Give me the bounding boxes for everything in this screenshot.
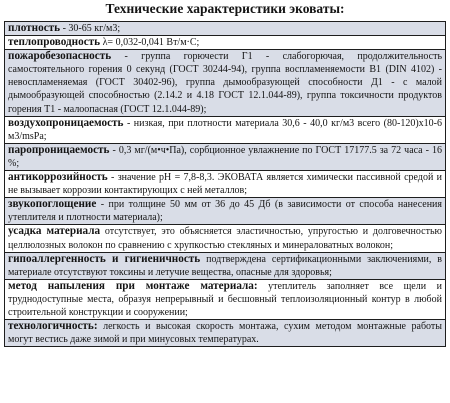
spec-row-vapor-permeability — [5, 143, 446, 170]
spec-term: паропроницаемость — [8, 143, 110, 156]
spec-text: - группа горючести Г1 - слабогорючая, продолжительность самостоятельного горения 0 секунд (ГОСТ 30244-94), группа воспламеняемости В1 (DIN 4102) - невоспламеняемая (ГОСТ 30402-96), группа дымообразующей способности Д1 - с малой дымообразующей способностью (2.14.2 и 4.18 ГОСТ 12.1.044-89), группа токсичности продуктов горения Т1 - малоопасная (ГОСТ 12.1.044-89); — [8, 51, 442, 115]
spec-row-spray-method — [5, 279, 446, 319]
spec-term: метод напыления при монтаже материала: — [8, 279, 258, 292]
spec-row-fire-safety — [5, 50, 446, 116]
spec-text: λ= 0,032-0,041 Вт/м·С; — [100, 37, 200, 49]
spec-text: отсутствует, это объясняется эластичностью, упругостью и долговечностью целлюлозных волокон по сравнению с хрупкостью стекляных и минераловатных волокон; — [8, 226, 442, 251]
spec-term: воздухопроницаемость — [8, 116, 124, 129]
spec-text: - 0,3 мг/(м•ч•Па), сорбционное увлажнение по ГОСТ 17177.5 за 72 часа - 16 %; — [8, 144, 442, 169]
spec-row-sound-absorption — [5, 198, 446, 225]
spec-row-anticorrosion — [5, 171, 446, 198]
spec-text: утеплитель заполняет все щели и труднодоступные места, образуя непрерывный и бесшовный теплоизоляционный контур в любой строительной конструкции и сооружении; — [8, 280, 442, 318]
spec-term: теплопроводность — [8, 36, 101, 49]
spec-row-hypoallergenic — [5, 252, 446, 279]
spec-row-density — [5, 22, 446, 36]
spec-term: звукопоглощение — [8, 198, 97, 211]
spec-term: плотность — [8, 22, 61, 34]
specs-table — [4, 21, 446, 347]
spec-row-thermal-conductivity — [5, 36, 446, 50]
spec-text: легкость и высокая скорость монтажа, сухим методом монтажные работы могут вестись даже зимой и при минусовых температурах. — [8, 321, 442, 346]
spec-term: гипоаллергенность и гигиеничность — [8, 252, 201, 265]
spec-term: антикоррозийность — [8, 171, 108, 184]
spec-text: - низкая, при плотности материала 30,6 - 40,0 кг/м3 всего (80-120)х10-6 м3/msPa; — [8, 117, 442, 142]
spec-text: - 30-65 кг/м3; — [60, 23, 121, 34]
spec-text: подтверждена сертификационными заключениями, в материале отсутствуют токсины и летучие вещества, опасные для здоровья; — [8, 253, 442, 278]
page-title: Технические характеристики эковаты: — [105, 1, 345, 16]
spec-text: - при толщине 50 мм от 36 до 45 Дб (в зависимости от способа нанесения утеплителя и плотности материала); — [8, 199, 442, 224]
spec-term: технологичность: — [8, 320, 98, 333]
spec-row-manufacturability — [5, 320, 446, 347]
spec-term: усадка материала — [8, 225, 101, 238]
spec-term: пожаробезопасность — [8, 50, 112, 63]
spec-text: - значение рН = 7,8-8,3. ЭКОВАТА является химически пассивной средой и не вызывает коррозии контактирующих с ней металлов; — [8, 172, 442, 197]
spec-row-air-permeability — [5, 116, 446, 143]
spec-row-shrinkage — [5, 225, 446, 252]
